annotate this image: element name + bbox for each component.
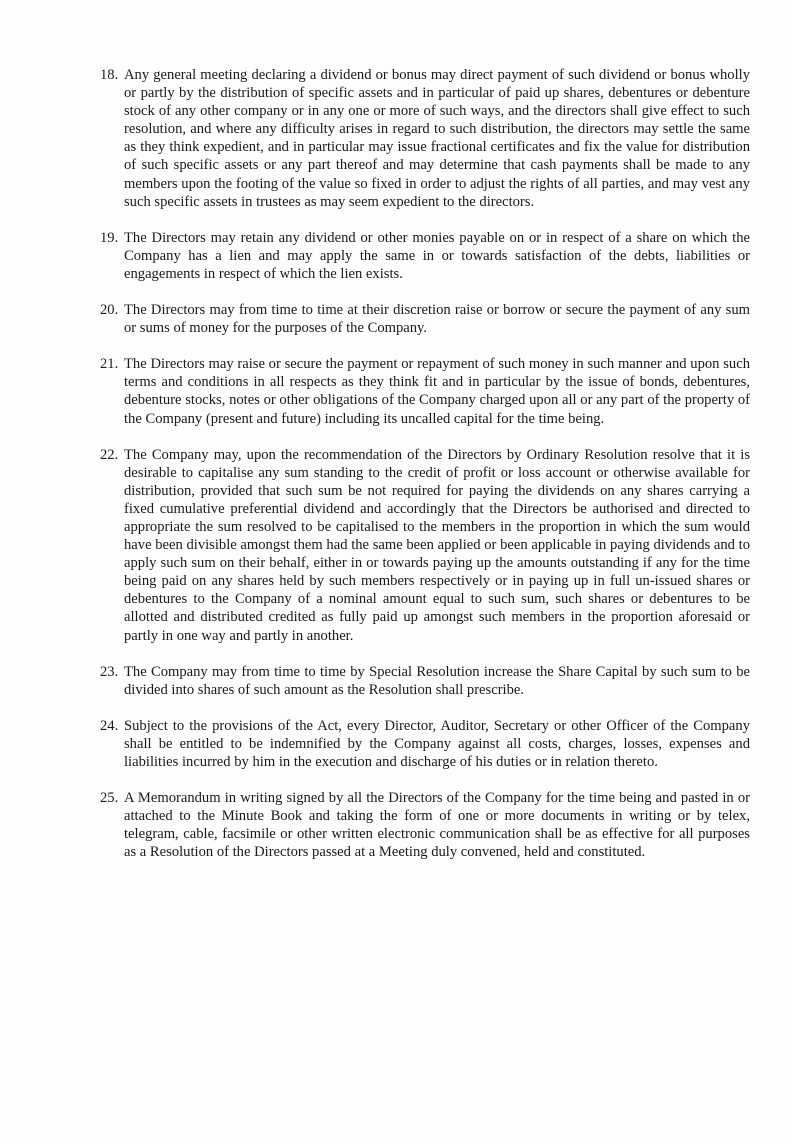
clause-21 — [92, 355, 750, 427]
clause-text: The Directors may retain any dividend or other monies payable on or in respect of a share on which the Company has a lien and may apply the same in or towards satisfaction of the debts, liabilities or engagements in respect of which the lien exists. — [124, 229, 750, 282]
clause-22 — [92, 446, 750, 645]
clause-text: The Company may, upon the recommendation of the Directors by Ordinary Resolution resolve that it is desirable to capitalise any sum standing to the credit of profit or loss account or otherwise available for distribution, provided that such sum be not required for paying the dividends on any shares carrying a fixed cumulative preferential dividend and accordingly that the Directors be authorised and directed to appropriate the sum resolved to be capitalised to the members in the proportion in which the sum would have been divisible amongst them had the same been applied or been applicable in paying dividends and to apply such sum on their behalf, either in or towards paying up the amounts outstanding if any for the time being paid on any shares held by such members respectively or in paying up in full un-issued shares or debentures to the Company of a nominal amount equal to such sum, such shares or debentures to be allotted and distributed credited as fully paid up amongst such members in the proportion aforesaid or partly in one way and partly in another. — [124, 446, 750, 644]
clause-25 — [92, 789, 750, 861]
clause-23 — [92, 663, 750, 699]
clause-number: 25. — [100, 790, 119, 807]
clause-number: 22. — [100, 446, 119, 463]
clause-number: 19. — [100, 229, 119, 246]
clause-24 — [92, 717, 750, 771]
clause-list — [92, 66, 750, 879]
clause-number: 18. — [100, 67, 119, 83]
clause-text: Any general meeting declaring a dividend or bonus may direct payment of such dividend or bonus wholly or partly by the distribution of specific assets and in particular of paid up shares, debentures or debenture stock of any other company or in any one or more of such ways, and the directors shall give effect to such resolution, and where any difficulty arises in regard to such distribution, the directors may settle the same as they think expedient, and in particular may issue fractional certificates and fix the value for distribution of such specific assets or any part thereof and may determine that cash payments shall be made to any members upon the footing of the value so fixed in order to adjust the rights of all parties, and may vest any such specific assets in trustees as may seem expedient to the directors. — [124, 67, 750, 210]
clause-text: The Company may from time to time by Special Resolution increase the Share Capital by such sum to be divided into shares of such amount as the Resolution shall prescribe. — [124, 663, 750, 698]
clause-number: 24. — [100, 717, 119, 734]
clause-number: 20. — [100, 302, 119, 319]
clause-text: Subject to the provisions of the Act, every Director, Auditor, Secretary or other Officer of the Company shall be entitled to be indemnified by the Company against all costs, charges, losses, expenses and liabilities incurred by him in the execution and discharge of his duties or in relation thereto. — [124, 717, 750, 770]
clause-text: The Directors may raise or secure the payment or repayment of such money in such manner and upon such terms and conditions in all respects as they think fit and in particular by the issue of bonds, debentures, debenture stocks, notes or other obligations of the Company charged upon all or any part of the property of the Company (present and future) including its uncalled capital for the time being. — [124, 356, 750, 427]
clause-number: 23. — [100, 663, 119, 680]
clause-20 — [92, 301, 750, 337]
clause-18 — [92, 66, 750, 211]
clause-text: A Memorandum in writing signed by all the Directors of the Company for the time being and pasted in or attached to the Minute Book and taking the form of one or more documents in writing or by telex, telegram, cable, facsimile or other written electronic communication shall be as effective for all purposes as a Resolution of the Directors passed at a Meeting duly convened, held and constituted. — [124, 790, 750, 861]
clause-19 — [92, 229, 750, 283]
clause-text: The Directors may from time to time at their discretion raise or borrow or secure the payment of any sum or sums of money for the purposes of the Company. — [124, 302, 750, 337]
clause-number: 21. — [100, 356, 119, 373]
